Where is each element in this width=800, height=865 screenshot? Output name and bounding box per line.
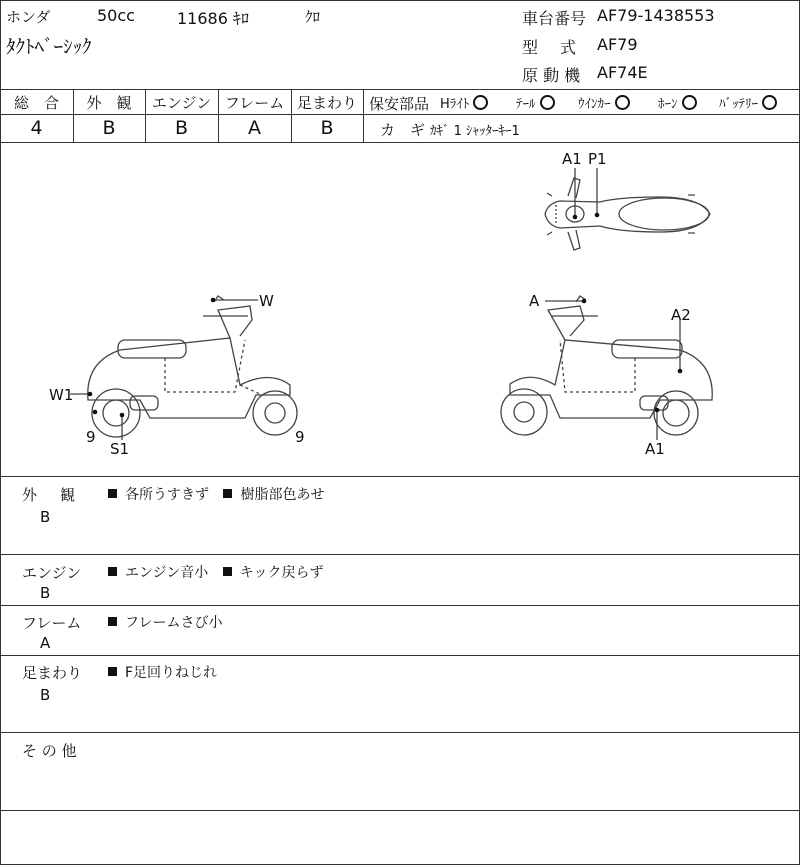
safety-item-label: ﾊﾞｯﾃﾘｰ xyxy=(719,97,758,112)
exterior-grade: B xyxy=(102,117,116,139)
damage-label: W xyxy=(259,292,274,310)
section-notes xyxy=(108,484,334,504)
safety-item-headlight xyxy=(440,93,488,112)
section-notes xyxy=(108,612,232,632)
note-text: フレームさび小 xyxy=(125,615,223,631)
bullet-icon xyxy=(108,567,117,576)
maker: ホンダ xyxy=(6,8,51,26)
engine-label: 原 動 機 xyxy=(522,66,581,85)
damage-label: P1 xyxy=(588,150,607,168)
note-text: エンジン音小 xyxy=(125,565,209,581)
damage-label: A2 xyxy=(671,306,691,324)
section-grade: B xyxy=(40,508,51,526)
divider xyxy=(0,114,800,115)
safety-item-label: ﾃｰﾙ xyxy=(516,97,536,112)
divider xyxy=(0,732,800,733)
suspension-grade-label: 足まわり xyxy=(296,94,357,112)
safety-item-label: Hﾗｲﾄ xyxy=(440,97,470,112)
safety-item-horn xyxy=(658,93,697,112)
color: ｸﾛ xyxy=(305,8,321,26)
note-item xyxy=(223,565,324,581)
bullet-icon xyxy=(108,489,117,498)
section-grade: B xyxy=(40,686,51,704)
overall-grade: 4 xyxy=(30,117,43,139)
safety-label: 保安部品 xyxy=(369,95,430,113)
bullet-icon xyxy=(223,567,232,576)
safety-item-winker xyxy=(578,93,630,112)
safety-item-label: ﾎｰﾝ xyxy=(658,97,678,112)
frame-no-label: 車台番号 xyxy=(522,9,587,28)
note-text: 樹脂部色あせ xyxy=(240,487,325,503)
divider xyxy=(363,89,364,142)
divider xyxy=(0,476,800,477)
section-label: エンジン xyxy=(22,564,82,582)
bullet-icon xyxy=(223,489,232,498)
section-grade: A xyxy=(40,634,51,652)
damage-label: A1 xyxy=(645,440,665,458)
mileage: 11686 ｷﾛ xyxy=(177,9,249,28)
divider xyxy=(0,605,800,606)
scooter-left-view xyxy=(88,296,297,437)
section-label: フレーム xyxy=(22,614,82,632)
bullet-icon xyxy=(108,667,117,676)
note-item xyxy=(223,487,324,503)
ok-circle-icon xyxy=(762,95,777,110)
damage-label: A1 xyxy=(562,150,582,168)
note-item xyxy=(108,665,217,681)
section-label: 足まわり xyxy=(22,664,83,682)
type-label: 型 式 xyxy=(522,38,580,57)
note-item xyxy=(108,487,209,503)
bullet-icon xyxy=(108,617,117,626)
damage-label: 9 xyxy=(295,428,305,446)
frame-no: AF79-1438553 xyxy=(597,6,715,25)
displacement: 50cc xyxy=(97,6,135,25)
ok-circle-icon xyxy=(682,95,697,110)
damage-label: 9 xyxy=(86,428,96,446)
frame-grade: A xyxy=(248,117,261,139)
section-notes xyxy=(108,562,334,582)
frame-grade-label: フレーム xyxy=(224,94,285,112)
divider xyxy=(0,89,800,90)
section-label: 外 観 xyxy=(22,486,80,504)
overall-label: 総 合 xyxy=(13,94,59,112)
divider xyxy=(0,810,800,811)
note-text: キック戻らず xyxy=(239,565,324,581)
divider xyxy=(0,655,800,656)
section-notes xyxy=(108,662,227,682)
divider xyxy=(0,554,800,555)
key-value: ｶｷﾞ 1 ｼｬｯﾀｰｷｰ1 xyxy=(430,124,520,139)
suspension-grade: B xyxy=(320,117,334,139)
safety-item-label: ｳｲﾝｶｰ xyxy=(578,97,611,112)
type-value: AF79 xyxy=(597,35,638,54)
section-grade: B xyxy=(40,584,51,602)
damage-label: A xyxy=(529,292,540,310)
key-label: カ ギ xyxy=(380,121,426,139)
safety-item-battery xyxy=(719,93,777,112)
note-item xyxy=(108,615,222,631)
note-text: F足回りねじれ xyxy=(125,665,218,681)
ok-circle-icon xyxy=(540,95,555,110)
ok-circle-icon xyxy=(473,95,488,110)
engine-grade-label: エンジン xyxy=(151,94,212,112)
ok-circle-icon xyxy=(615,95,630,110)
engine-value: AF74E xyxy=(597,63,648,82)
note-text: 各所うすきず xyxy=(125,487,209,503)
note-item xyxy=(108,565,208,581)
model-name: ﾀｸﾄﾍﾞｰｼｯｸ xyxy=(6,36,92,58)
exterior-label: 外 観 xyxy=(86,94,132,112)
scooter-top-view xyxy=(545,178,710,250)
damage-label: W1 xyxy=(49,386,74,404)
safety-item-tail xyxy=(516,93,555,112)
damage-label: S1 xyxy=(110,440,130,458)
engine-grade: B xyxy=(174,117,189,139)
section-label: そ の 他 xyxy=(22,742,77,760)
